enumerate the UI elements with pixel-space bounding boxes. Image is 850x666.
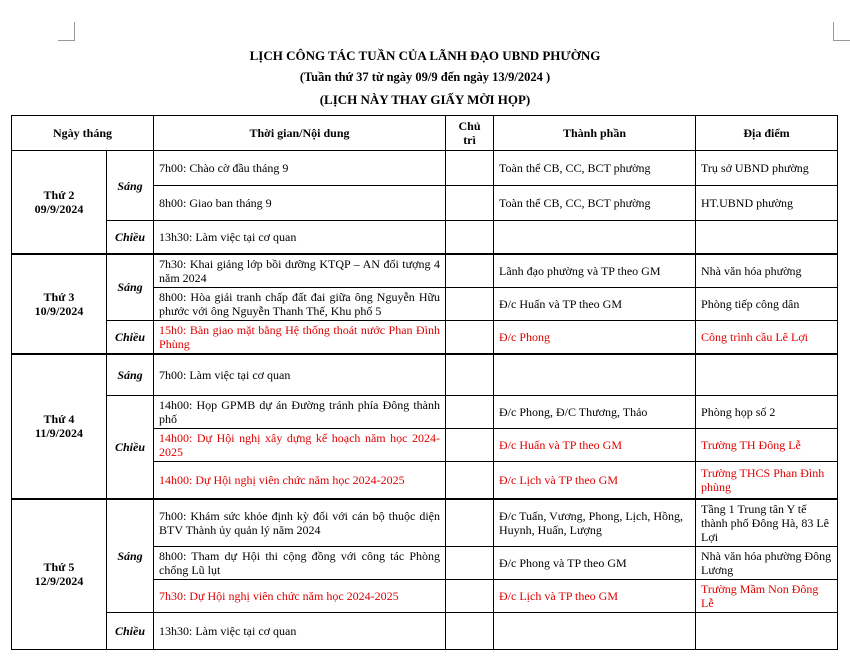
column-header-location: Địa điểm	[696, 116, 838, 151]
page-title: LỊCH CÔNG TÁC TUẦN CỦA LÃNH ĐẠO UBND PHƯỜNG	[249, 48, 601, 63]
table-row	[12, 151, 838, 186]
page-subtitle: (Tuần thứ 37 từ ngày 09/9 đến ngày 13/9/2024 )	[299, 70, 551, 84]
schedule-table	[11, 115, 838, 650]
event-location: Công trình cầu Lê Lợi	[696, 320, 838, 354]
event-content: 7h00: Làm việc tại cơ quan	[154, 354, 446, 396]
event-participants: Toàn thể CB, CC, BCT phường	[494, 186, 696, 221]
crop-mark-left	[58, 22, 75, 41]
event-participants: Lãnh đạo phường và TP theo GM	[494, 254, 696, 288]
column-header-date: Ngày tháng	[12, 116, 154, 151]
page-note: (LỊCH NÀY THAY GIẤY MỜI HỌP)	[319, 92, 531, 107]
event-location: Phòng tiếp công dân	[696, 287, 838, 320]
day-cell	[12, 499, 107, 650]
event-chair	[446, 396, 494, 429]
column-header-content: Thời gian/Nội dung	[154, 116, 446, 151]
event-content: 15h0: Bàn giao mặt bằng Hệ thống thoát nước Phan Đình Phùng	[154, 320, 446, 354]
event-chair	[446, 612, 494, 649]
day-date: 10/9/2024	[34, 303, 84, 318]
day-cell	[12, 151, 107, 254]
day-name: Thứ 3	[43, 289, 75, 304]
session-label: Sáng	[107, 254, 154, 321]
session-label: Chiều	[107, 612, 154, 649]
day-date: 11/9/2024	[34, 426, 83, 440]
event-chair	[446, 499, 494, 547]
column-header-participants: Thành phần	[494, 116, 696, 151]
session-label: Chiều	[107, 221, 154, 254]
event-participants: Đ/c Lịch và TP theo GM	[494, 462, 696, 499]
event-content: 13h30: Làm việc tại cơ quan	[154, 612, 446, 649]
session-label: Sáng	[107, 151, 154, 221]
session-label: Chiều	[107, 396, 154, 499]
table-row	[12, 612, 838, 649]
column-header-chair-line1: Chủ	[458, 119, 481, 133]
day-date: 12/9/2024	[34, 574, 84, 588]
event-content: 8h00: Giao ban tháng 9	[154, 186, 446, 221]
event-location: HT.UBND phường	[696, 186, 838, 221]
event-content: 7h30: Dự Hội nghị viên chức năm học 2024-2025	[154, 579, 446, 612]
event-content: 7h30: Khai giảng lớp bồi dưỡng KTQP – AN đối tượng 4 năm 2024	[154, 254, 446, 288]
table-row	[12, 221, 838, 254]
event-content: 8h00: Tham dự Hội thi cộng đồng với công tác Phòng chống Lũ lụt	[154, 546, 446, 579]
table-row	[12, 254, 838, 288]
table-row	[12, 354, 838, 396]
table-header-row	[12, 116, 838, 151]
event-location: Tầng 1 Trung tân Y tế thành phố Đông Hà, 83 Lê Lợi	[696, 499, 838, 547]
event-content: 7h00: Khám sức khỏe định kỳ đối với cán bộ thuộc diện BTV Thành ủy quản lý năm 2024	[154, 499, 446, 547]
table-row	[12, 396, 838, 429]
event-chair	[446, 579, 494, 612]
event-content: 14h00: Dự Hội nghị xây dựng kế hoạch năm học 2024-2025	[154, 429, 446, 462]
event-chair	[446, 462, 494, 499]
event-location: Trường Mầm Non Đông Lễ	[696, 579, 838, 612]
event-content: 7h00: Chào cờ đầu tháng 9	[154, 151, 446, 186]
day-name: Thứ 4	[43, 412, 75, 426]
column-header-chair-line2: trì	[463, 133, 476, 147]
event-content: 8h00: Hòa giải tranh chấp đất đai giữa ông Nguyễn Hữu phước với ông Nguyễn Thanh Thế, Khu phố 5	[154, 287, 446, 320]
event-chair	[446, 429, 494, 462]
event-chair	[446, 254, 494, 288]
event-content: 14h00: Dự Hội nghị viên chức năm học 2024-2025	[154, 462, 446, 499]
day-name: Thứ 2	[43, 187, 75, 202]
crop-mark-right	[833, 22, 850, 41]
event-chair	[446, 151, 494, 186]
event-location: Trường TH Đông Lễ	[696, 429, 838, 462]
event-location	[696, 221, 838, 254]
event-location	[696, 354, 838, 396]
event-chair	[446, 287, 494, 320]
event-chair	[446, 221, 494, 254]
event-location	[696, 612, 838, 649]
event-content: 13h30: Làm việc tại cơ quan	[154, 221, 446, 254]
event-participants: Đ/c Tuấn, Vương, Phong, Lịch, Hồng, Huynh, Huấn, Lượng	[494, 499, 696, 547]
session-label: Chiều	[107, 320, 154, 354]
event-chair	[446, 186, 494, 221]
event-chair	[446, 354, 494, 396]
event-participants: Đ/c Huấn và TP theo GM	[494, 287, 696, 320]
event-participants	[494, 221, 696, 254]
event-participants: Đ/c Phong và TP theo GM	[494, 546, 696, 579]
event-participants	[494, 354, 696, 396]
event-location: Nhà văn hóa phường	[696, 254, 838, 288]
day-cell	[12, 354, 107, 499]
day-cell	[12, 254, 107, 354]
event-chair	[446, 546, 494, 579]
event-location: Phòng họp số 2	[696, 396, 838, 429]
event-participants: Toàn thể CB, CC, BCT phường	[494, 151, 696, 186]
event-participants: Đ/c Phong	[494, 320, 696, 354]
event-chair	[446, 320, 494, 354]
day-name: Thứ 5	[43, 560, 75, 574]
column-header-chair	[446, 116, 494, 151]
event-location: Nhà văn hóa phường Đông Lương	[696, 546, 838, 579]
event-participants: Đ/c Phong, Đ/C Thương, Thảo	[494, 396, 696, 429]
event-participants	[494, 612, 696, 649]
day-date: 09/9/2024	[34, 201, 84, 216]
session-label: Sáng	[107, 499, 154, 613]
table-row	[12, 320, 838, 354]
event-participants: Đ/c Huấn và TP theo GM	[494, 429, 696, 462]
event-location: Trụ sở UBND phường	[696, 151, 838, 186]
session-label: Sáng	[107, 354, 154, 396]
event-location: Trường THCS Phan Đình phùng	[696, 462, 838, 499]
table-row	[12, 499, 838, 547]
event-participants: Đ/c Lịch và TP theo GM	[494, 579, 696, 612]
event-content: 14h00: Họp GPMB dự án Đường tránh phía Đông thành phố	[154, 396, 446, 429]
